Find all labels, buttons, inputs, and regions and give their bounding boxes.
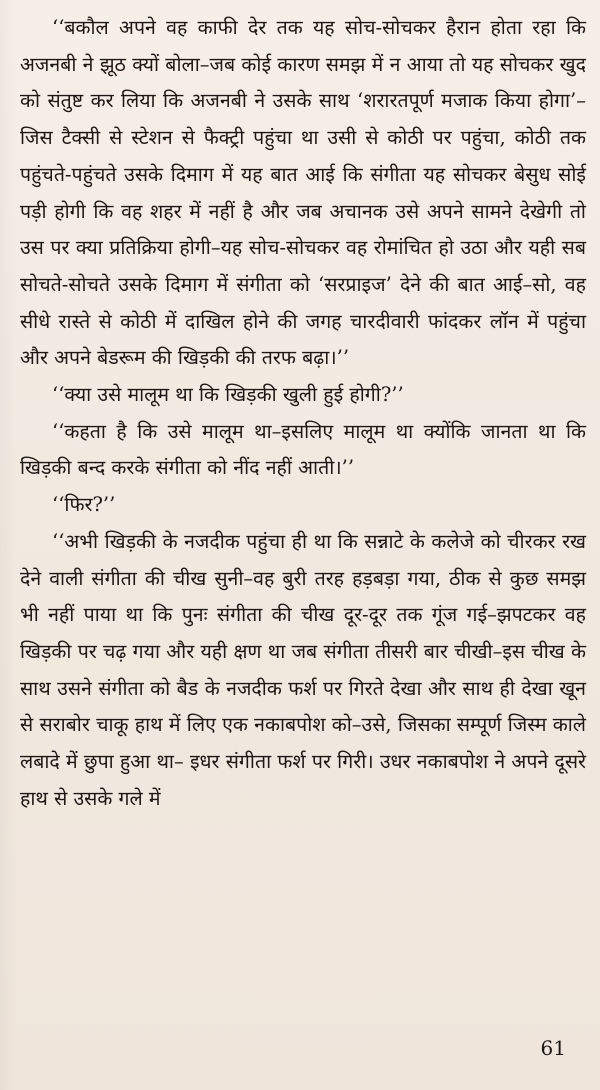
paragraph-1: ‘‘बकौल अपने वह काफी देर तक यह सोच-सोचकर हैरान होता रहा कि अजनबी ने झूठ क्यों बोला–जब कोई कारण समझ में न आया तो यह सोचकर खुद को संतुष्ट कर लिया कि अजनबी ने उसके साथ ‘शरारतपूर्ण मजाक किया होगा’–जिस टैक्सी से स्टेशन से फैक्ट्री पहुंचा था उसी से कोठी पर पहुंचा, कोठी तक पहुंचते-पहुंचते उसके दिमाग में यह बात आई कि संगीता यह सोचकर बेसुध सोई पड़ी होगी कि वह शहर में नहीं है और जब अचानक उसे अपने सामने देखेगी तो उस पर क्या प्रतिक्रिया होगी–यह सोच-सोचकर वह रोमांचित हो उठा और यही सब सोचते-सोचते उसके दिमाग में संगीता को ‘सरप्राइज’ देने की बात आई–सो, वह सीधे रास्ते से कोठी में दाखिल होने की जगह चारदीवारी फांदकर लॉन में पहुंचा और अपने बेडरूम की खिड़की की तरफ बढ़ा।’’: [20, 16, 586, 370]
body-text: [20, 10, 586, 817]
paragraph-2: ‘‘क्या उसे मालूम था कि खिड़की खुली हुई होगी?’’: [52, 383, 404, 407]
page-edge-shadow: [0, 0, 16, 1090]
paragraph-4: ‘‘फिर?’’: [52, 493, 116, 517]
paragraph-5: ‘‘अभी खिड़की के नजदीक पहुंचा ही था कि सन्नाटे के कलेजे को चीरकर रख देने वाली संगीता की चीख सुनी–वह बुरी तरह हड़बड़ा गया, ठीक से कुछ समझ भी नहीं पाया था कि पुनः संगीता की चीख दूर-दूर तक गूंज गई–झपटकर वह खिड़की पर चढ़ गया और यही क्षण था जब संगीता तीसरी बार चीखी–इस चीख के साथ उसने संगीता को बैड के नजदीक फर्श पर गिरते देखा और साथ ही देखा खून से सराबोर चाकू हाथ में लिए एक नकाबपोश को–उसे, जिसका सम्पूर्ण जिस्म काले लबादे में छुपा हुआ था– इधर संगीता फर्श पर गिरी। उधर नकाबपोश ने अपने दूसरे हाथ से उसके गले में: [20, 529, 586, 810]
paragraph-3: ‘‘कहता है कि उसे मालूम था–इसलिए मालूम था क्योंकि जानता था कि खिड़की बन्द करके संगीता को नींद नहीं आती।’’: [20, 419, 586, 480]
page-number: 61: [540, 1036, 566, 1060]
